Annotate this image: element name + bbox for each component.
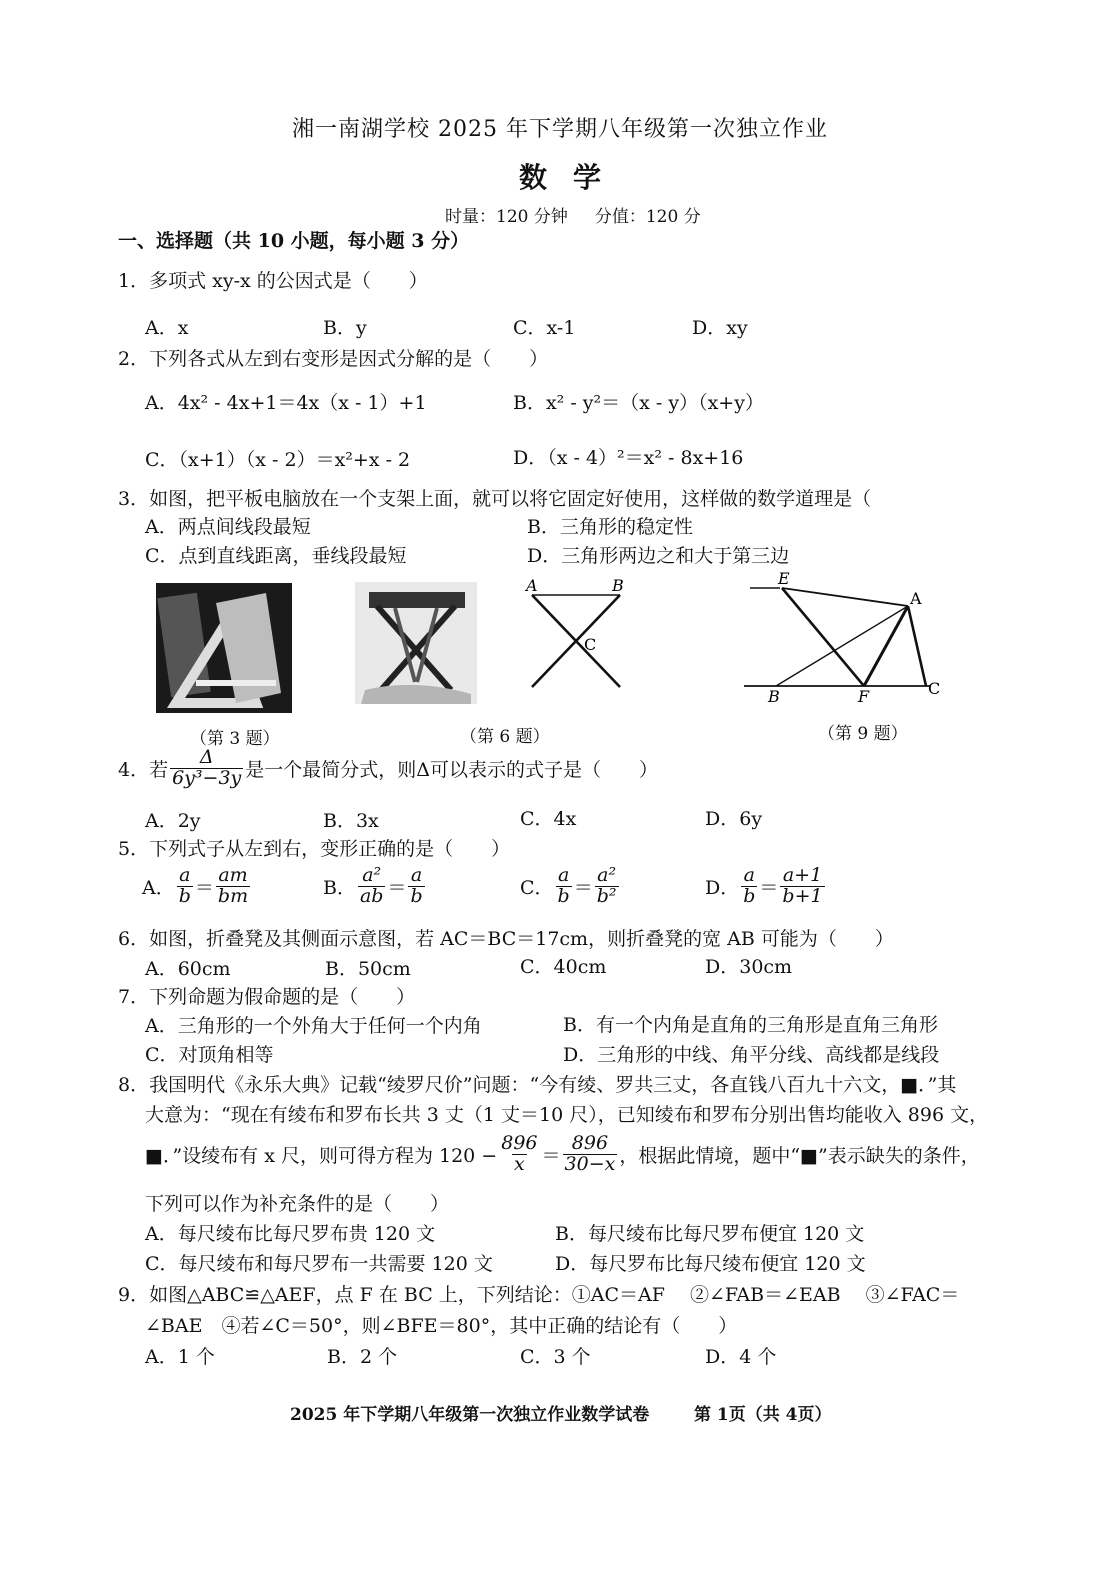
q5-option-b: B． $\frac{\text{a²}}{ab}$ ＝ $\frac{a}{b}$	[323, 864, 423, 907]
label-c: C	[584, 635, 597, 654]
q1-option-b: B．y	[323, 317, 367, 339]
q6-option-b: B．50cm	[325, 958, 411, 980]
question-5-stem: 5．下列式子从左到右，变形正确的是（ ）	[118, 838, 511, 860]
q5-b-left-den: ab	[359, 884, 384, 907]
q9-option-c: C．3 个	[520, 1346, 591, 1368]
question-7-stem: 7．下列命题为假命题的是（ ）	[118, 986, 416, 1008]
q7-option-b: B．有一个内角是直角的三角形是直角三角形	[563, 1014, 938, 1036]
subject-title: 数学	[518, 161, 627, 194]
q6-option-a: A．60cm	[145, 958, 231, 980]
q6-option-c: C．40cm	[520, 956, 607, 978]
q5-option-a: A． $\frac{a}{b}$ ＝ $\frac{am}{bm}$	[142, 864, 249, 907]
q9-option-d: D．4 个	[705, 1346, 777, 1368]
q3-option-c: C．点到直线距离，垂线段最短	[145, 545, 407, 567]
q5-b-right-den: b	[410, 884, 423, 907]
exam-title: 湘一南湖学校 2025 年下学期八年级第一次独立作业	[292, 117, 828, 142]
q4-suffix: 是一个最简分式，则Δ可以表示的式子是（ ）	[245, 758, 659, 781]
q5-d-left-num: a	[743, 864, 755, 886]
q1-option-d: D．xy	[692, 317, 748, 339]
question-9-line-1: 9．如图△ABC≌△AEF，点 F 在 BC 上，下列结论：①AC＝AF ②∠FAB＝∠EAB ③∠FAC＝	[118, 1284, 960, 1306]
question-4-stem	[118, 748, 658, 789]
label-a: A	[526, 576, 538, 595]
q5-c-right	[595, 866, 619, 907]
q5-d-label: D．	[705, 876, 740, 899]
q5-option-d: D． $\frac{a}{b}$ ＝ $\frac{a+1}{b+1}$	[705, 864, 823, 907]
q1-option-c: C．x-1	[513, 317, 576, 339]
q5-c-left-num: a	[557, 864, 570, 886]
question-8-line-2: 大意为：“现在有绫布和罗布长共 3 丈（1 丈＝10 尺），已知绫布和罗布分别出售均能收入 896 文，	[145, 1104, 989, 1126]
q7-option-c: C．对顶角相等	[145, 1044, 274, 1066]
question-2-stem: 2．下列各式从左到右变形是因式分解的是（ ）	[118, 348, 549, 370]
q4-option-a: A．2y	[145, 810, 201, 832]
q2-option-d: D．（x - 4）²＝x² - 8x+16	[513, 447, 744, 469]
figure-3-caption: （第 3 题）	[190, 729, 280, 749]
time-info: 时量：120 分钟 分值：120 分	[445, 207, 701, 227]
label-c: C	[928, 679, 941, 698]
q2-option-a: A．4x² - 4x+1＝4x（x - 1）+1	[145, 392, 427, 414]
question-6-stem: 6．如图，折叠凳及其侧面示意图，若 AC＝BC＝17cm，则折叠凳的宽 AB 可能为（ ）	[118, 928, 894, 950]
q8-equation-prefix: ■．”设绫布有 x 尺，则可得方程为 120 −	[145, 1144, 498, 1167]
question-8-line-4: 下列可以作为补充条件的是（ ）	[145, 1193, 450, 1215]
q5-a-left-den: b	[178, 884, 191, 907]
q7-option-a: A．三角形的一个外角大于任何一个内角	[145, 1015, 482, 1037]
label-b: B	[612, 576, 624, 595]
q4-frac-den: 6y³−3y	[172, 766, 242, 789]
q8-fraction-1	[499, 1134, 539, 1175]
q5-a-label: A．	[142, 876, 175, 899]
q5-d-left-den: b	[743, 884, 756, 907]
q1-option-a: A．x	[145, 317, 189, 339]
q5-c-left	[556, 866, 572, 907]
q8-option-b: B．每尺绫布比每尺罗布便宜 120 文	[555, 1223, 865, 1245]
q8-f2-num: 896	[571, 1132, 609, 1154]
q3-option-d: D．三角形两边之和大于第三边	[527, 545, 790, 567]
q2-option-c: C．（x+1）（x - 2）＝x²+x - 2	[145, 449, 411, 471]
q5-option-c: C． $\frac{a}{b}$ ＝ $\frac{\text{a²}}{\text{b²}}$	[520, 864, 617, 907]
q4-prefix: 4．若	[118, 758, 169, 781]
footer-exam-name: 2025 年下学期八年级第一次独立作业数学试卷	[290, 1405, 650, 1425]
question-8-line-3	[145, 1134, 980, 1175]
q5-c-left-den: b	[557, 884, 570, 907]
q7-option-d: D．三角形的中线、角平分线、高线都是线段	[563, 1044, 940, 1066]
q9-option-b: B．2 个	[327, 1346, 398, 1368]
q8-f1-den: x	[514, 1152, 525, 1175]
figure-6-caption: （第 6 题）	[460, 727, 550, 747]
q3-option-b: B．三角形的稳定性	[527, 516, 693, 538]
q5-a-right-den: bm	[217, 884, 249, 907]
q8-option-d: D．每尺罗布比每尺绫布便宜 120 文	[555, 1253, 866, 1275]
q5-b-left	[358, 866, 386, 907]
footer-page-number: 第 1页（共 4页）	[694, 1405, 832, 1425]
q8-fraction-2	[563, 1134, 618, 1175]
q5-b-left-num: a²	[362, 864, 382, 886]
folding-stool-photo	[355, 582, 477, 704]
q5-d-right	[780, 866, 824, 907]
q4-fraction	[170, 748, 243, 789]
q5-c-right-num: a²	[597, 864, 617, 886]
q6-option-d: D．30cm	[705, 956, 793, 978]
q2-option-b: B．x² - y²＝（x - y）（x+y）	[513, 392, 764, 414]
label-f: F	[858, 687, 870, 706]
q5-c-label: C．	[520, 876, 554, 899]
q8-equation-suffix: ，根据此情境，题中“■”表示缺失的条件，	[619, 1144, 980, 1167]
label-b: B	[768, 687, 780, 706]
section-heading: 一、选择题（共 10 小题，每小题 3 分）	[118, 230, 470, 252]
q4-option-d: D．6y	[705, 808, 763, 830]
tablet-stand-photo	[156, 583, 292, 713]
q8-equals: ＝	[541, 1144, 561, 1167]
q8-option-a: A．每尺绫布比每尺罗布贵 120 文	[145, 1223, 436, 1245]
q5-a-left	[177, 866, 193, 907]
q4-option-b: B．3x	[323, 810, 379, 832]
q5-b-right-num: a	[410, 864, 423, 886]
q3-option-a: A．两点间线段最短	[145, 516, 311, 538]
q5-a-right	[216, 866, 250, 907]
figure-9-caption: （第 9 题）	[818, 724, 908, 744]
q5-b-right	[408, 866, 424, 907]
q5-a-right-num: am	[218, 864, 248, 886]
q5-d-right-num: a+1	[782, 864, 823, 886]
q5-d-right-den: b+1	[782, 884, 823, 907]
q5-b-label: B．	[323, 876, 356, 899]
q8-f1-num: 896	[501, 1132, 538, 1154]
q4-option-c: C．4x	[520, 808, 577, 830]
q4-frac-num: Δ	[199, 746, 214, 768]
label-e: E	[778, 569, 790, 588]
question-9-line-2: ∠BAE ④若∠C＝50°，则∠BFE＝80°，其中正确的结论有（ ）	[145, 1315, 738, 1337]
question-3-stem: 3．如图，把平板电脑放在一个支架上面，就可以将它固定好使用，这样做的数学道理是（	[118, 488, 872, 510]
question-8-line-1: 8．我国明代《永乐大典》记载“绫罗尺价”问题：“今有绫、罗共三丈，各直钱八百九十六文，■．”其	[118, 1074, 957, 1096]
triangle-diagram	[740, 568, 950, 708]
label-a: A	[910, 589, 922, 608]
question-1-stem: 1．多项式 xy-x 的公因式是（ ）	[118, 270, 428, 292]
q9-option-a: A．1 个	[145, 1346, 215, 1368]
q5-c-right-den: b²	[596, 884, 617, 907]
q8-f2-den: 30−x	[564, 1152, 616, 1175]
stool-side-diagram	[520, 575, 635, 695]
q5-a-left-num: a	[179, 864, 191, 886]
q8-option-c: C．每尺绫布和每尺罗布一共需要 120 文	[145, 1253, 493, 1275]
q5-d-left	[741, 866, 757, 907]
